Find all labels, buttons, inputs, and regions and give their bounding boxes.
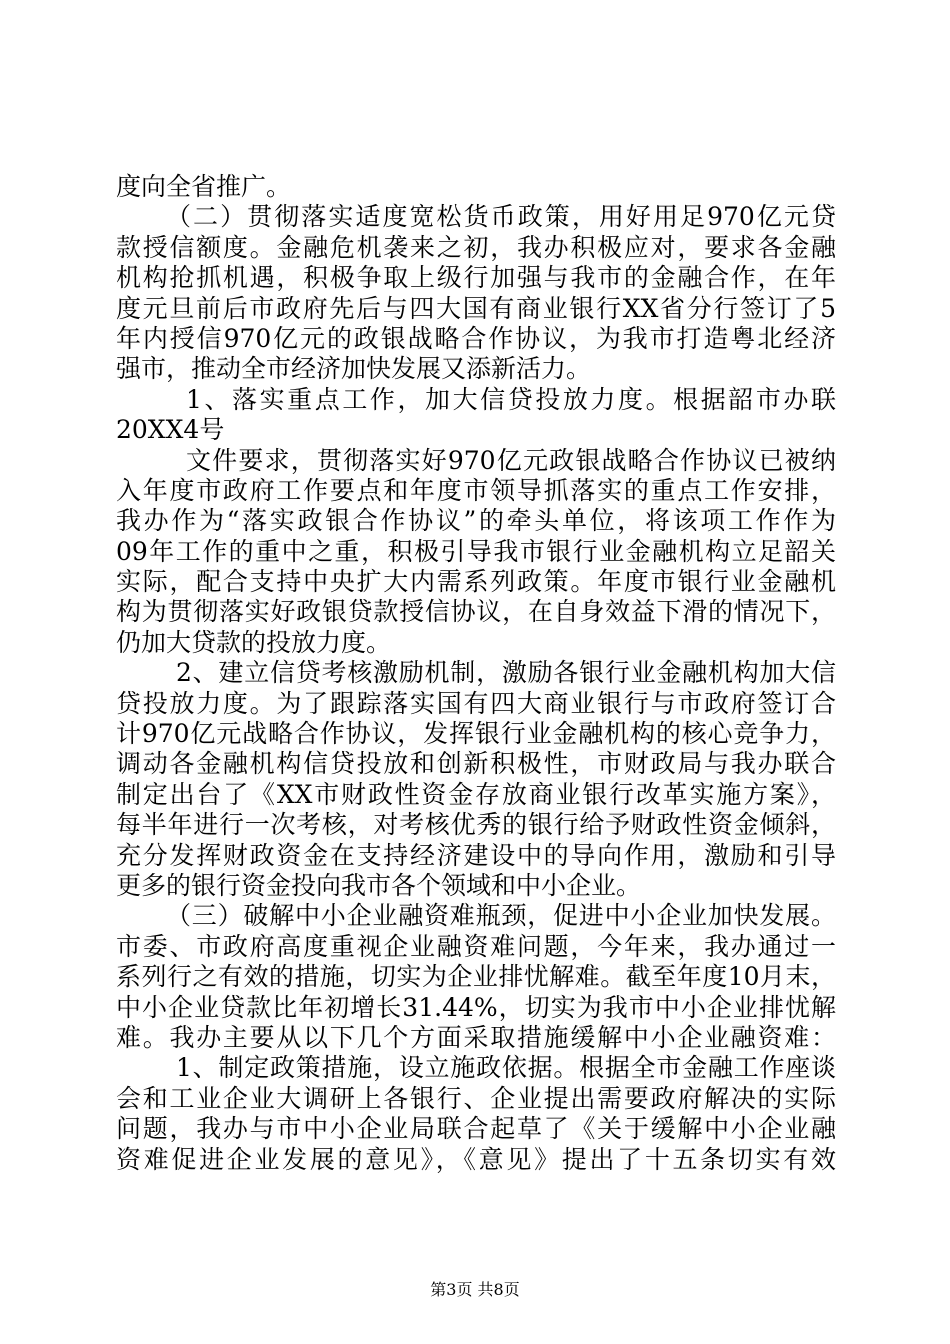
text-line: 度元旦前后市政府先后与四大国有商业银行XX省分行签订了5 [116,293,836,323]
text-line: 20XX4号 [116,415,225,445]
text-line: 每半年进行一次考核，对考核优秀的银行给予财政性资金倾斜， [116,810,836,840]
text-line: 计970亿元战略合作协议，发挥银行业金融机构的核心竞争力， [116,719,836,749]
text-line: 实际，配合支持中央扩大内需系列政策。年度市银行业金融机 [116,567,836,597]
text-line: 贷投放力度。为了跟踪落实国有四大商业银行与市政府签订合 [116,688,836,718]
page-footer: 第3页 共8页 [430,1280,520,1299]
text-line: 文件要求，贯彻落实好970亿元政银战略合作协议已被纳 [186,445,836,475]
text-line: 充分发挥财政资金在支持经济建设中的导向作用，激励和引导 [116,840,836,870]
text-line: 年内授信970亿元的政银战略合作协议，为我市打造粤北经济 [116,323,836,353]
text-line: 款授信额度。金融危机袭来之初，我办积极应对，要求各金融 [116,232,836,262]
text-line: 难。我办主要从以下几个方面采取措施缓解中小企业融资难： [116,1022,836,1052]
text-line: 强市，推动全市经济加快发展又添新活力。 [116,354,592,384]
document-body [116,172,836,1175]
text-line: 入年度市政府工作要点和年度市领导抓落实的重点工作安排， [116,475,836,505]
text-line: 我办作为“落实政银合作协议”的牵头单位，将该项工作作为 [116,506,836,536]
text-line: （三）破解中小企业融资难瓶颈，促进中小企业加快发展。 [166,901,836,931]
text-line: 2、建立信贷考核激励机制，激励各银行业金融机构加大信 [176,658,836,688]
text-line: 调动各金融机构信贷投放和创新积极性，市财政局与我办联合 [116,749,836,779]
text-line: 中小企业贷款比年初增长31.44%，切实为我市中小企业排忧解 [116,992,836,1022]
text-line: 1、制定政策措施，设立施政依据。根据全市金融工作座谈 [176,1053,836,1083]
text-line: 资难促进企业发展的意见》，《意见》提出了十五条切实有效 [116,1144,836,1174]
text-line: 制定出台了《XX市财政性资金存放商业银行改革实施方案》， [116,779,836,809]
text-line: 更多的银行资金投向我市各个领域和中小企业。 [116,870,642,900]
text-line: 问题，我办与市中小企业局联合起草了《关于缓解中小企业融 [116,1114,836,1144]
text-line: 度向全省推广。 [116,172,292,201]
text-line: 1、落实重点工作，加大信贷投放力度。根据韶市办联 [186,384,836,414]
text-line: （二）贯彻落实适度宽松货币政策，用好用足970亿元贷 [166,202,836,232]
text-line: 市委、市政府高度重视企业融资难问题，今年来，我办通过一 [116,931,836,961]
text-line: 构为贯彻落实好政银贷款授信协议，在自身效益下滑的情况下， [116,597,836,627]
text-line: 系列行之有效的措施，切实为企业排忧解难。截至年度10月末， [116,962,836,992]
text-line: 机构抢抓机遇，积极争取上级行加强与我市的金融合作，在年 [116,263,836,293]
text-line: 仍加大贷款的投放力度。 [116,627,392,657]
text-line: 会和工业企业大调研上各银行、企业提出需要政府解决的实际 [116,1083,836,1113]
text-line: 09年工作的重中之重，积极引导我市银行业金融机构立足韶关 [116,536,836,566]
